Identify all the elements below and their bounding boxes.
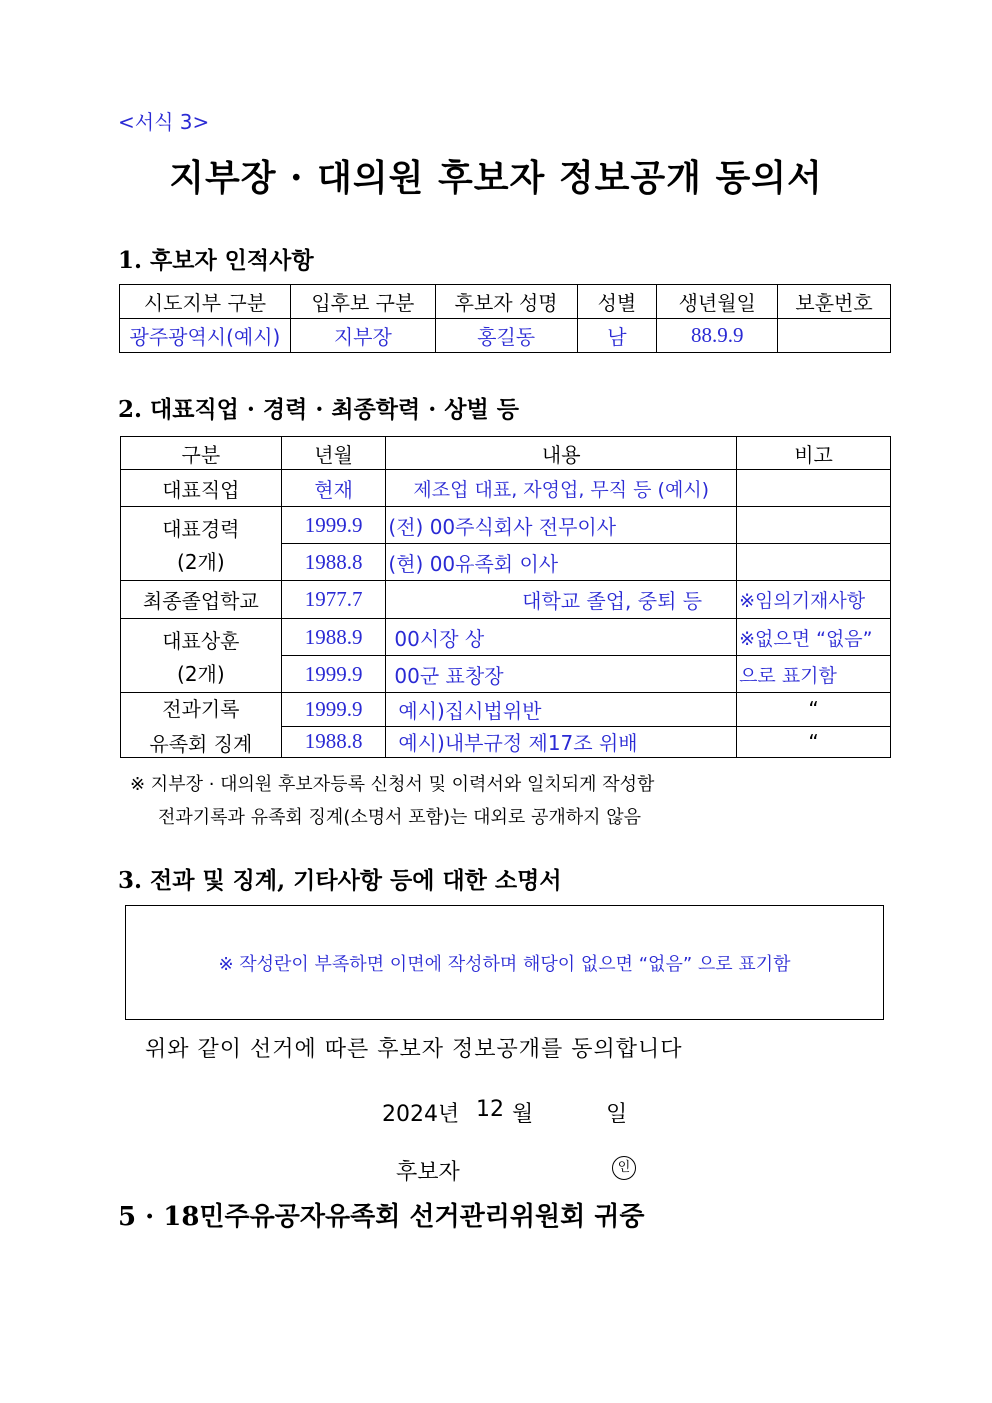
award-note: ※없으면 “없음”	[737, 619, 891, 656]
award-label-line1: 대표상훈	[162, 628, 240, 653]
record-note: “	[737, 726, 891, 757]
record-note: “	[737, 693, 891, 727]
header-date: 년월	[281, 437, 386, 470]
award-note: 으로 표기함	[737, 656, 891, 693]
header-birthdate: 생년월일	[657, 285, 778, 319]
page-title: 지부장 · 대의원 후보자 정보공개 동의서	[169, 157, 823, 199]
career-label-line1: 대표경력	[162, 516, 240, 541]
record-label-line1: 전과기록	[162, 697, 240, 721]
record-date: 1988.8	[281, 726, 386, 757]
record-label-line2: 유족회 징계	[149, 732, 253, 756]
explanation-box-text: ※ 작성란이 부족하면 이면에 작성하며 해당이 없으면 “없음” 으로 표기함	[218, 953, 791, 975]
date-year: 2024년	[382, 1102, 460, 1127]
header-content: 내용	[386, 437, 737, 470]
award-content: 00군 표창장	[386, 656, 737, 693]
header-gender: 성별	[577, 285, 657, 319]
header-candidacy: 입후보 구분	[290, 285, 435, 319]
section2-heading: 2. 대표직업 · 경력 · 최종학력 · 상벌 등	[118, 396, 519, 423]
record-date: 1999.9	[281, 693, 386, 727]
job-label: 대표직업	[121, 470, 282, 507]
record-label	[121, 693, 282, 758]
award-date: 1988.9	[281, 619, 386, 656]
personal-info-table	[119, 284, 891, 353]
job-note	[737, 470, 891, 507]
section3-heading: 3. 전과 및 징계, 기타사항 등에 대한 소명서	[118, 867, 562, 894]
date-month-label: 월	[512, 1102, 534, 1127]
award-date: 1999.9	[281, 656, 386, 693]
record-content: 예시)내부규정 제17조 위배	[386, 726, 737, 757]
cell-birthdate: 88.9.9	[657, 319, 778, 353]
career-date: 1999.9	[281, 507, 386, 544]
cell-name: 홍길동	[435, 319, 577, 353]
career-note	[737, 507, 891, 544]
career-content: (현) 00유족회 이사	[386, 544, 737, 581]
record-content: 예시)집시법위반	[386, 693, 737, 727]
career-date: 1988.8	[281, 544, 386, 581]
career-label	[121, 507, 282, 581]
award-content: 00시장 상	[386, 619, 737, 656]
agreement-text: 위와 같이 선거에 따른 후보자 정보공개를 동의합니다	[145, 1037, 683, 1062]
career-note	[737, 544, 891, 581]
school-label: 최종졸업학교	[121, 581, 282, 619]
career-content: (전) 00주식회사 전무이사	[386, 507, 737, 544]
school-date: 1977.7	[281, 581, 386, 619]
school-note: ※임의기재사항	[737, 581, 891, 619]
header-veteran-number: 보훈번호	[778, 285, 891, 319]
section1-heading: 1. 후보자 인적사항	[118, 247, 314, 274]
recipient: 5 · 18민주유공자유족회 선거관리위원회 귀중	[118, 1202, 645, 1232]
seal-mark: 인	[612, 1156, 636, 1180]
header-name: 후보자 성명	[435, 285, 577, 319]
signer-label: 후보자	[396, 1160, 460, 1185]
cell-veteran-number	[778, 319, 891, 353]
job-date: 현재	[281, 470, 386, 507]
award-label-line2: (2개)	[177, 661, 225, 686]
explanation-box	[125, 905, 884, 1020]
form-label: <서식 3>	[118, 110, 210, 134]
award-label	[121, 619, 282, 693]
header-region: 시도지부 구분	[120, 285, 291, 319]
cell-candidacy: 지부장	[290, 319, 435, 353]
header-remarks: 비고	[737, 437, 891, 470]
date-day-label: 일	[606, 1102, 628, 1127]
cell-gender: 남	[577, 319, 657, 353]
career-table	[120, 436, 891, 758]
header-category: 구분	[121, 437, 282, 470]
job-content: 제조업 대표, 자영업, 무직 등 (예시)	[386, 470, 737, 507]
date-month-value: 12	[476, 1097, 504, 1122]
school-content: 대학교 졸업, 중퇴 등	[386, 581, 737, 619]
cell-region: 광주광역시(예시)	[120, 319, 291, 353]
table-note-line2: 전과기록과 유족회 징계(소명서 포함)는 대외로 공개하지 않음	[158, 807, 642, 828]
career-label-line2: (2개)	[177, 549, 225, 574]
table-note-line1: ※ 지부장 · 대의원 후보자등록 신청서 및 이력서와 일치되게 작성함	[130, 774, 655, 795]
